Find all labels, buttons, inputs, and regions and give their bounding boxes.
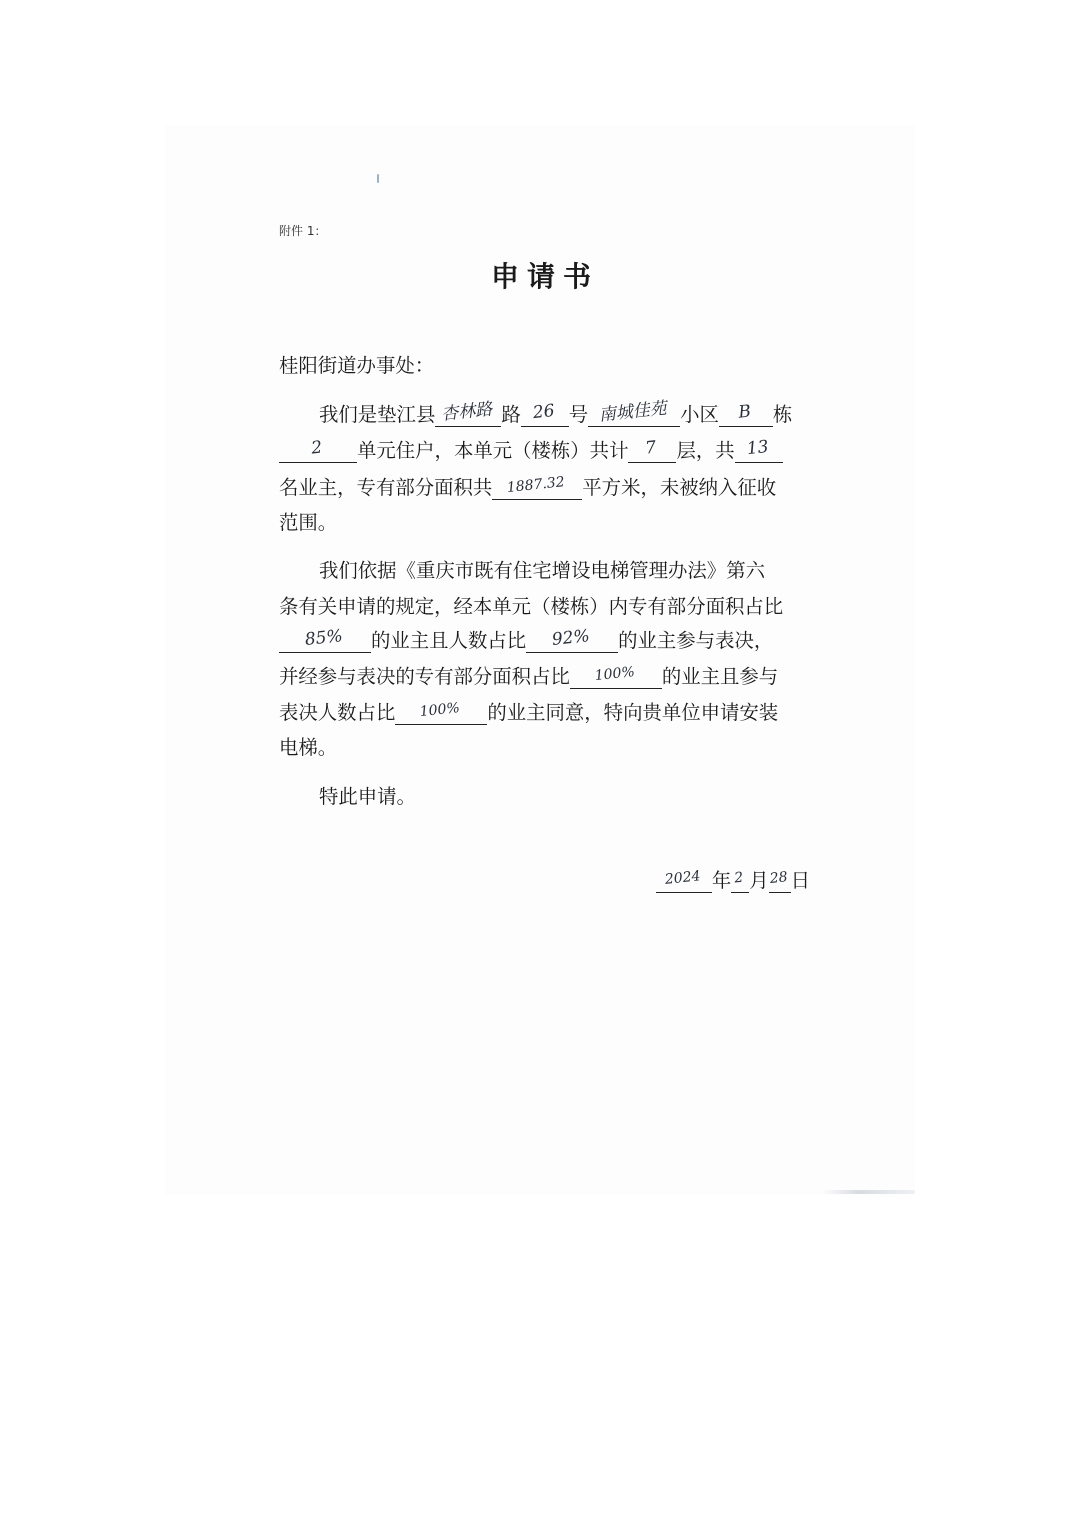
document-title: 申请书: [490, 260, 599, 293]
year-label: 年: [711, 869, 732, 892]
unit-handwriting: 2: [310, 437, 324, 459]
floors-handwriting: 7: [644, 437, 658, 459]
house-number-field: [521, 402, 569, 427]
p1-text: 平方米，未被纳入征收: [582, 476, 777, 499]
p1-text: 小区: [680, 403, 719, 426]
month-handwriting: 2: [733, 869, 745, 887]
month-label: 月: [749, 869, 769, 892]
scan-edge: [820, 1190, 915, 1194]
community-handwriting: 南城佳苑: [598, 398, 668, 426]
p1-text: 路: [501, 403, 521, 426]
road-field: [435, 399, 501, 427]
area-ratio-handwriting: 85%: [303, 626, 344, 650]
vote-area-ratio-handwriting: 100%: [593, 664, 636, 685]
month-field: [731, 868, 749, 893]
unit-field: [279, 438, 357, 463]
vote-people-ratio-field: [395, 700, 487, 725]
year-handwriting: 2024: [664, 868, 702, 888]
floors-field: [628, 438, 676, 463]
scan-speck: [377, 174, 379, 183]
people-ratio-field: [526, 628, 618, 653]
p1-line-3: [279, 475, 776, 500]
p2-text: 并经参与表决的专有部分面积占比: [279, 665, 570, 688]
attachment-label: 附件 1：: [279, 224, 327, 238]
p1-text: 栋: [772, 403, 793, 426]
day-field: [769, 868, 791, 893]
p2-text: 表决人数占比: [279, 701, 396, 724]
p2-text: 的业主且参与: [661, 665, 779, 688]
p1-text: 号: [568, 403, 589, 426]
community-field: [588, 398, 680, 427]
area-handwriting: 1887.32: [506, 474, 566, 497]
p1-text: 我们是垫江县: [319, 403, 436, 426]
p2-line-1: 我们依据《重庆市既有住宅增设电梯管理办法》第六: [319, 559, 765, 582]
p1-text: 单元住户，本单元（楼栋）共计: [357, 439, 629, 462]
p2-line-4: [279, 664, 778, 689]
p2-text: 的业主且人数占比: [371, 629, 527, 652]
p1-line-2: [279, 438, 783, 463]
people-ratio-handwriting: 92%: [551, 626, 591, 650]
p1-text: 层，共: [676, 439, 735, 462]
day-label: 日: [790, 869, 810, 892]
owners-field: [735, 438, 783, 463]
building-handwriting: B: [737, 401, 752, 423]
p1-text: 名业主，专有部分面积共: [279, 476, 493, 499]
p2-line-2: 条有关申请的规定，经本单元（楼栋）内专有部分面积占比: [279, 595, 784, 618]
vote-area-ratio-field: [570, 664, 662, 689]
day-handwriting: 28: [768, 869, 789, 887]
house-number-handwriting: 26: [531, 400, 556, 424]
p2-line-5: [279, 700, 778, 725]
p1-line-1: [319, 398, 793, 427]
p2-line-3: [279, 628, 773, 653]
year-field: [656, 868, 712, 893]
road-handwriting: 杏林路: [440, 399, 494, 425]
p2-text: 的业主参与表决，: [618, 629, 774, 652]
addressee: 桂阳街道办事处：: [279, 354, 435, 377]
p1-line-4: 范围。: [279, 511, 338, 534]
date-line: [656, 868, 810, 893]
owners-handwriting: 13: [745, 436, 770, 460]
area-field: [492, 475, 582, 500]
vote-people-ratio-handwriting: 100%: [419, 700, 461, 721]
building-field: [719, 402, 773, 427]
p2-text: 的业主同意，特向贵单位申请安装: [487, 701, 779, 724]
area-ratio-field: [279, 628, 371, 653]
closing-text: 特此申请。: [319, 785, 416, 808]
p2-line-6: 电梯。: [279, 736, 338, 759]
